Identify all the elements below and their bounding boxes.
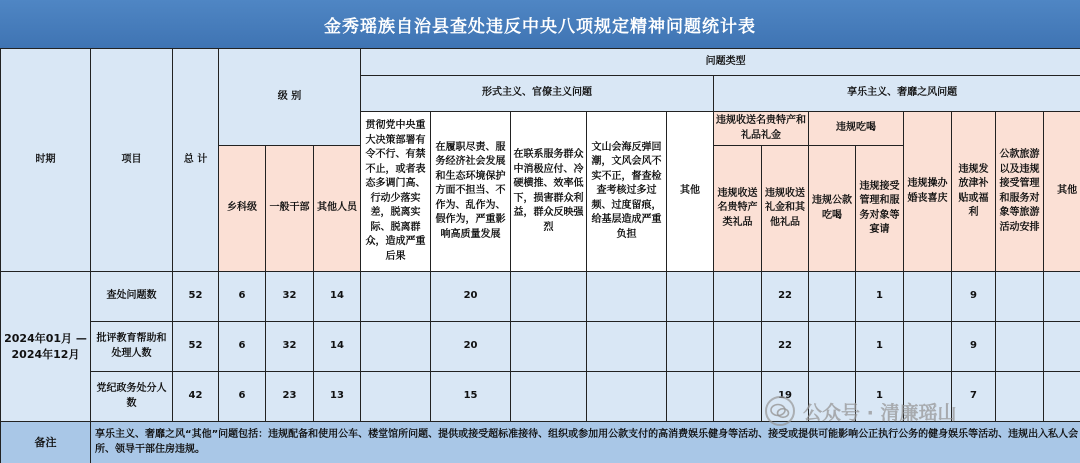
row-level-1: 6	[219, 272, 266, 322]
table-row	[1, 322, 1080, 372]
row-gift-2: 19	[762, 372, 809, 422]
header-problem-type: 问题类型	[361, 49, 1080, 76]
header-item: 项目	[91, 49, 173, 272]
header-eat-col-1: 违规公款吃喝	[809, 146, 856, 272]
statistics-table	[0, 48, 1080, 463]
row-formalism-2: 20	[431, 272, 511, 322]
row-level-3: 14	[314, 322, 361, 372]
header-level-col-3: 其他人员	[314, 146, 361, 272]
row-level-2: 23	[266, 372, 314, 422]
header-hedonism-col-allowance: 违规发放津补贴或福利	[952, 112, 996, 272]
table-row	[1, 372, 1080, 422]
row-item: 党纪政务处分人数	[91, 372, 173, 422]
row-level-2: 32	[266, 322, 314, 372]
watermark-text: 公众号 · 清廉瑶山	[803, 401, 957, 424]
row-gift-2: 22	[762, 272, 809, 322]
header-formalism-col-2: 在履职尽责、服务经济社会发展和生态环境保护方面不担当、不作为、乱作为、假作为，严重影响高质量发展	[431, 112, 511, 272]
header-eat-group: 违规吃喝	[809, 112, 904, 146]
header-hedonism-group: 享乐主义、奢靡之风问题	[714, 76, 1080, 112]
note-label: 备注	[1, 422, 91, 463]
row-eat-2: 1	[856, 272, 904, 322]
row-formalism-2: 20	[431, 322, 511, 372]
row-level-2: 32	[266, 272, 314, 322]
header-total: 总 计	[173, 49, 219, 272]
header-hedonism-col-wedding: 违规操办婚丧喜庆	[904, 112, 952, 272]
row-eat-2: 1	[856, 372, 904, 422]
header-formalism-col-3: 在联系服务群众中消极应付、冷硬横推、效率低下，损害群众利益，群众反映强烈	[511, 112, 587, 272]
header-period: 时期	[1, 49, 91, 272]
row-gift-2: 22	[762, 322, 809, 372]
header-hedonism-col-other: 其他	[1044, 112, 1080, 272]
row-total: 52	[173, 272, 219, 322]
header-gift-group: 违规收送名贵特产和礼品礼金	[714, 112, 809, 146]
header-gift-col-2: 违规收送礼金和其他礼品	[762, 146, 809, 272]
period-cell: 2024年01月 — 2024年12月	[1, 272, 91, 422]
row-level-3: 14	[314, 272, 361, 322]
row-allowance: 9	[952, 272, 996, 322]
header-hedonism-col-travel: 公款旅游以及违规接受管理和服务对象等旅游活动安排	[996, 112, 1044, 272]
header-formalism-col-5: 其他	[667, 112, 714, 272]
row-allowance: 7	[952, 372, 996, 422]
header-formalism-col-1: 贯彻党中央重大决策部署有令不行、有禁不止，或者表态多调门高、行动少落实差，脱离实际、脱离群众，造成严重后果	[361, 112, 431, 272]
row-level-1: 6	[219, 372, 266, 422]
table-row	[1, 272, 1080, 322]
header-level-col-1: 乡科级	[219, 146, 266, 272]
row-item: 查处问题数	[91, 272, 173, 322]
row-allowance: 9	[952, 322, 996, 372]
row-total: 42	[173, 372, 219, 422]
row-formalism-2: 15	[431, 372, 511, 422]
header-eat-col-2: 违规接受管理和服务对象等宴请	[856, 146, 904, 272]
row-item: 批评教育帮助和处理人数	[91, 322, 173, 372]
row-level-3: 13	[314, 372, 361, 422]
header-formalism-col-4: 文山会海反弹回潮，文风会风不实不正，督查检查考核过多过频、过度留痕，给基层造成严重负担	[587, 112, 667, 272]
row-eat-2: 1	[856, 322, 904, 372]
header-gift-col-1: 违规收送名贵特产类礼品	[714, 146, 762, 272]
note-row	[1, 422, 1080, 463]
header-level: 级 别	[219, 49, 361, 146]
header-formalism-group: 形式主义、官僚主义问题	[361, 76, 714, 112]
row-level-1: 6	[219, 322, 266, 372]
row-total: 52	[173, 322, 219, 372]
header-level-col-2: 一般干部	[266, 146, 314, 272]
note-text: 享乐主义、奢靡之风“其他”问题包括：违规配备和使用公车、楼堂馆所问题、提供或接受超标准接待、组织或参加用公款支付的高消费娱乐健身等活动、接受或提供可能影响公正执行公务的健身娱乐等活动、违规出入私人会所、领导干部住房违规。	[91, 422, 1080, 463]
table-title: 金秀瑶族自治县查处违反中央八项规定精神问题统计表	[0, 0, 1080, 48]
